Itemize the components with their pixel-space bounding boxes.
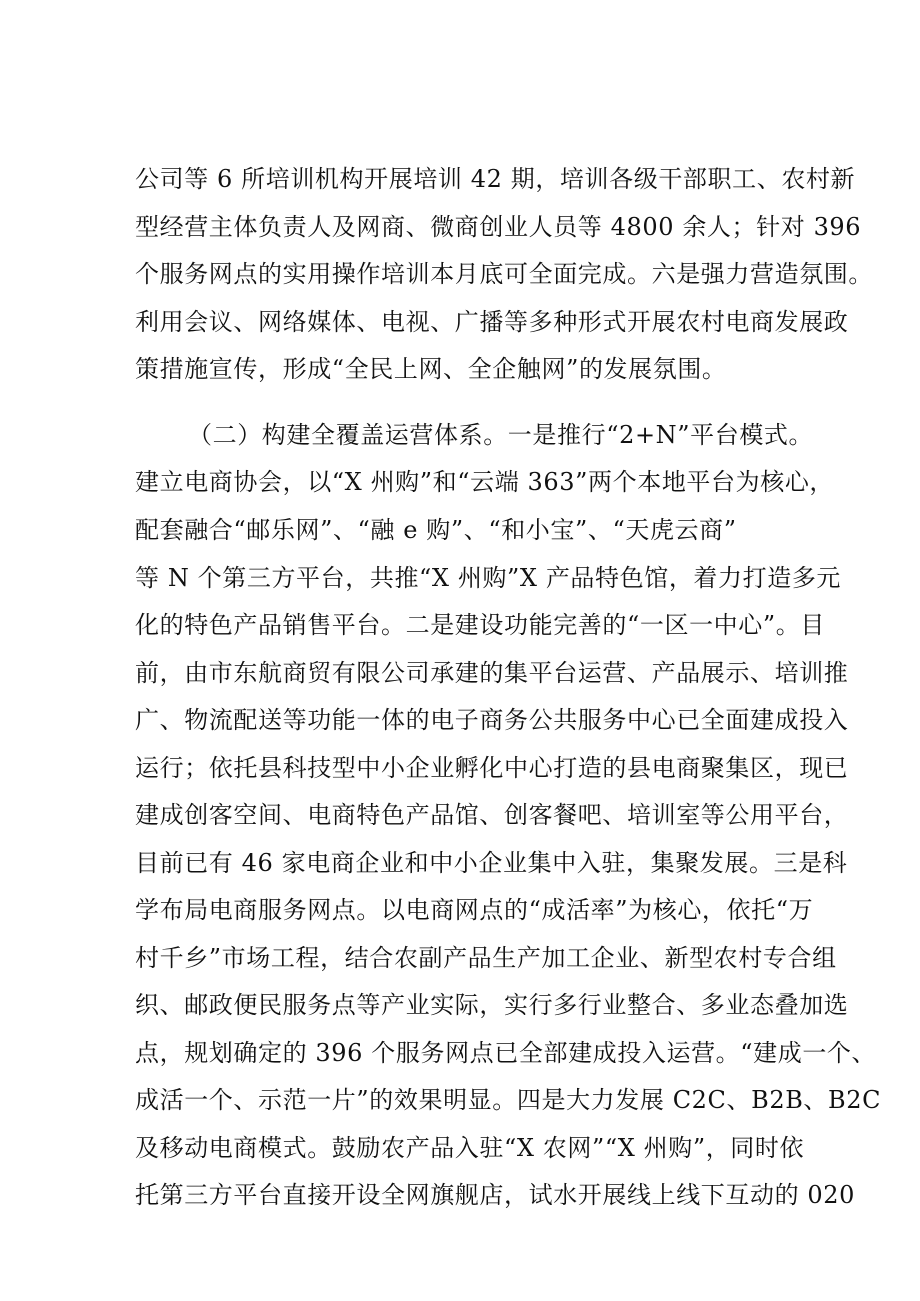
text-line: 村千乡”市场工程，结合农副产品生产加工企业、新型农村专合组 — [135, 944, 837, 972]
text-line: 运行；依托县科技型中小企业孵化中心打造的县电商聚集区，现已 — [135, 754, 849, 782]
text-line: 建立电商协会，以“X 州购”和“云端 363”两个本地平台为核心， — [135, 468, 835, 496]
text-line: 利用会议、网络媒体、电视、广播等多种形式开展农村电商发展政 — [135, 308, 849, 336]
text-line: 型经营主体负责人及网商、微商创业人员等 4800 余人；针对 396 — [135, 213, 862, 241]
text-line: 配套融合“邮乐网”、“融 e 购”、“和小宝”、“天虎云商” — [135, 516, 737, 544]
text-line: 建成创客空间、电商特色产品馆、创客餐吧、培训室等公用平台， — [135, 801, 849, 829]
text-line: 公司等 6 所培训机构开展培训 42 期，培训各级干部职工、农村新 — [135, 165, 856, 193]
text-line: 点，规划确定的 396 个服务网点已全部建成投入运营。“建成一个、 — [135, 1039, 877, 1067]
text-line: 及移动电商模式。鼓励农产品入驻“X 农网”“X 州购”，同时依 — [135, 1134, 805, 1162]
text-line: 成活一个、示范一片”的效果明显。四是大力发展 C2C、B2B、B2C — [135, 1086, 882, 1114]
text-line: 织、邮政便民服务点等产业实际，实行多行业整合、多业态叠加选 — [135, 991, 849, 1019]
text-line: 前，由市东航商贸有限公司承建的集平台运营、产品展示、培训推 — [135, 659, 849, 687]
section-heading-line: （二）构建全覆盖运营体系。一是推行“2+N”平台模式。 — [188, 421, 814, 449]
text-line: 化的特色产品销售平台。二是建设功能完善的“一区一中心”。目 — [135, 611, 825, 639]
text-line: 学布局电商服务网点。以电商网点的“成活率”为核心，依托“万 — [135, 896, 814, 924]
text-line: 托第三方平台直接开设全网旗舰店，试水开展线上线下互动的 020 — [135, 1181, 856, 1209]
text-line: 广、物流配送等功能一体的电子商务公共服务中心已全面建成投入 — [135, 706, 849, 734]
text-line: 等 N 个第三方平台，共推“X 州购”X 产品特色馆，着力打造多元 — [135, 564, 842, 592]
text-line: 目前已有 46 家电商企业和中小企业集中入驻，集聚发展。三是科 — [135, 849, 848, 877]
text-line: 个服务网点的实用操作培训本月底可全面完成。六是强力营造氛围。 — [135, 260, 873, 288]
text-line: 策措施宣传，形成“全民上网、全企触网”的发展氛围。 — [135, 355, 727, 383]
